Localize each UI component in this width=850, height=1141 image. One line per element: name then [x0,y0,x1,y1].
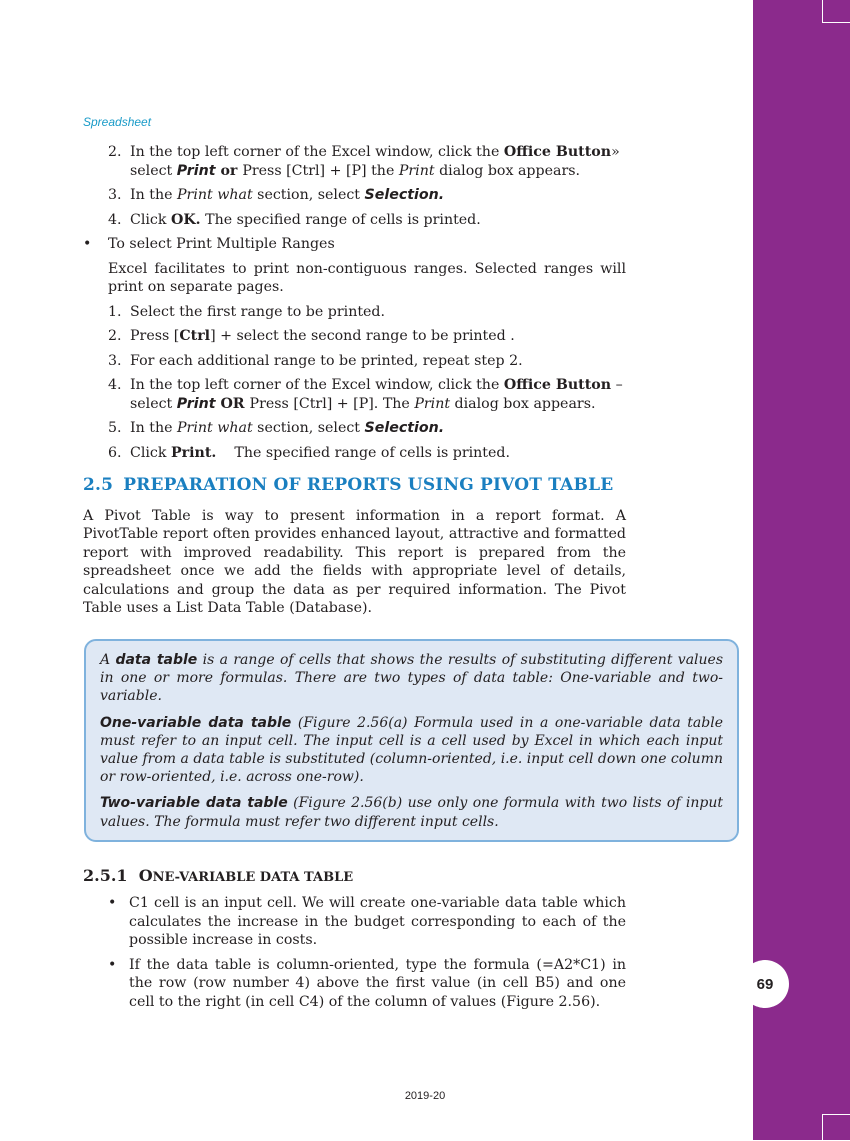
section-paragraph: A Pivot Table is way to present information in a report format. A PivotTable report often provides enhanced layout, attractive and formatted report with improved readability. This report is prepared from the spreadsheet once we add the fields with appropriate level of details, calculations and group the data as per required information. The Pivot Table uses a List Data Table (Database). [83,507,626,616]
bullet-item: • To select Print Multiple Ranges [83,236,335,252]
list-item: 3. For each additional range to be printed, repeat step 2. [108,352,523,369]
list-item: 4. Click OK. The specified range of cells is printed. [108,211,481,228]
box-paragraph: A data table is a range of cells that shows the results of substituting different values in one or more formulas. There are two types of data table: One-variable and two-variable. [100,652,724,705]
crop-mark-bottom [822,1114,850,1141]
paragraph: Excel facilitates to print non-contiguous ranges. Selected ranges will print on separate pages. [108,260,626,295]
box-paragraph: One-variable data table (Figure 2.56(a) Formula used in a one-variable data table must refer to an input cell. The input cell is a cell used by Excel in which each input value from a data table is substituted (column-oriented, i.e. input cell down one column or row-oriented, i.e. across one-row). [100,714,724,786]
crop-mark-top [822,0,850,23]
main-content [83,143,626,618]
page-number: 69 [741,960,789,1008]
box-paragraph: Two-variable data table (Figure 2.56(b) use only one formula with two lists of input values. The formula must refer two different input cells. [100,795,724,830]
bullet-icon: • [108,956,117,973]
footer-year: 2019-20 [404,1090,446,1102]
bullet-icon: • [108,895,117,911]
bullet-icon: • [83,236,92,252]
list-item: 1. Select the first range to be printed. [108,303,386,320]
definition-box [84,639,739,842]
list-item: 4. In the top left corner of the Excel window, click the Office Button – select Print OR Press [Ctrl] + [P]. The Print dialog box appears. [108,377,623,412]
list-item: 3. In the Print what section, select Selection. [108,187,445,203]
list-item: 6. Click Print. The specified range of cells is printed. [108,444,510,461]
bullet-item: • If the data table is column-oriented, type the formula (=A2*C1) in the row (row number 4) above the first value (in cell B5) and one cell to the right (in cell C4) of the column of values (Figure 2.56). [108,956,626,1010]
bullet-item: • C1 cell is an input cell. We will create one-variable data table which calculates the increase in the budget corresponding to each of the possible increase in costs. [108,895,626,948]
list-item: 2. Press [Ctrl] + select the second range to be printed . [108,328,515,344]
list-item: 2. In the top left corner of the Excel window, click the Office Button» select Print or Press [Ctrl] + [P] the Print dialog box appears. [108,144,620,179]
list-item: 5. In the Print what section, select Selection. [108,420,445,436]
running-head: Spreadsheet [83,115,152,129]
subsection-heading: 2.5.1 ONE-VARIABLE DATA TABLE [83,866,354,885]
subsection-list [83,894,626,1017]
section-heading: 2.5 PREPARATION OF REPORTS USING PIVOT TABLE [83,475,614,495]
